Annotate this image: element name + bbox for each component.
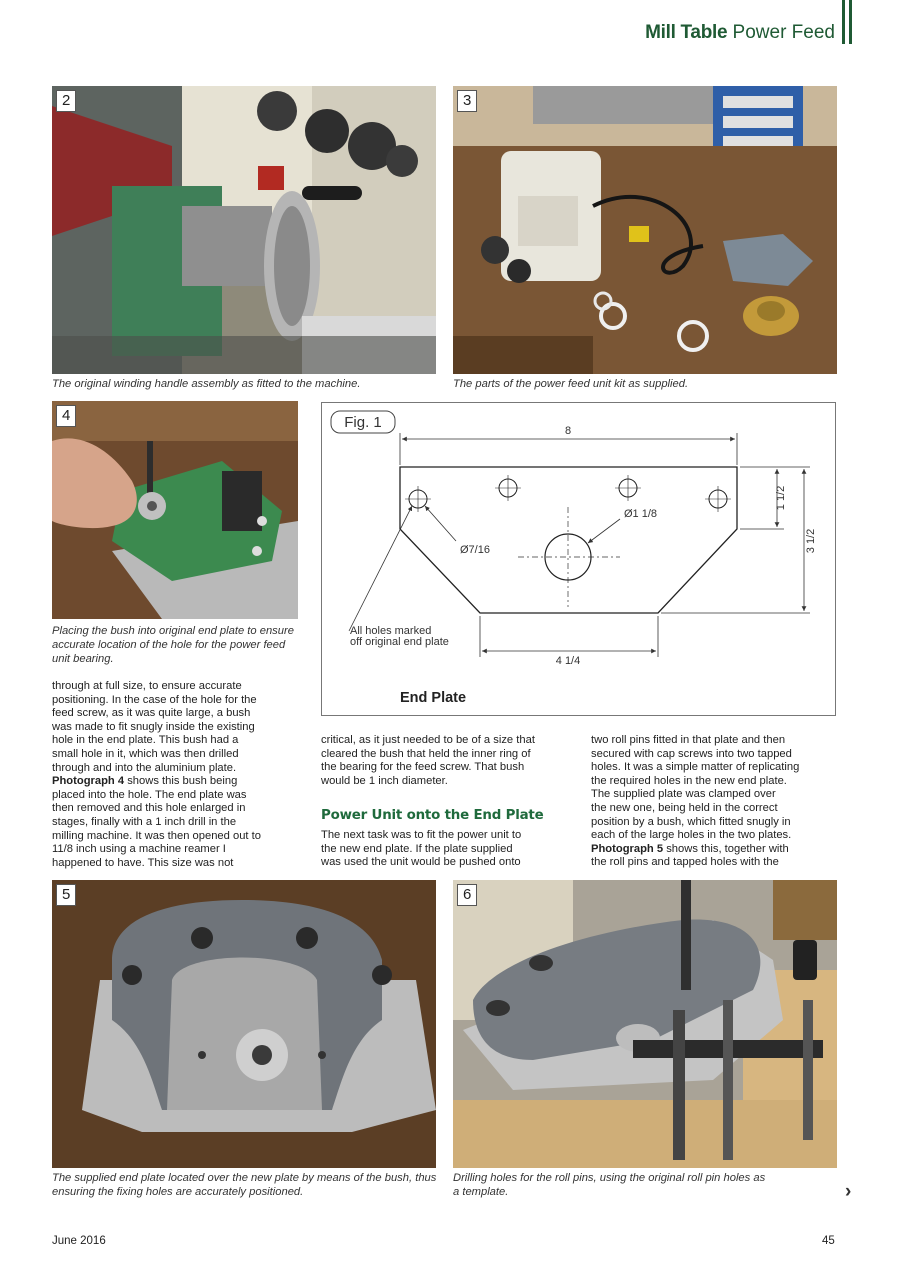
col1-ref-line — [52, 775, 304, 789]
header-bar-2 — [849, 0, 852, 44]
photo-4 — [52, 401, 298, 619]
col1-line: feed screw, as it was quite large, a bush — [52, 707, 251, 720]
figure-title: End Plate — [400, 690, 467, 706]
col3-line: the required holes in the new end plate. — [591, 774, 787, 787]
label-note-1: All holes marked — [350, 625, 432, 637]
photo-3 — [453, 86, 837, 374]
small-holes — [405, 475, 731, 512]
col3-line: secured with cap screws into two tapped — [591, 747, 792, 760]
photo-4-caption: Placing the bush into original end plate to ensure accurate location of the hole for the power feed unit bearing. — [52, 625, 294, 665]
col3-line: the roll pins and tapped holes with the — [591, 856, 779, 869]
photo-5-number: 5 — [56, 884, 76, 906]
photo-5-image — [52, 880, 436, 1168]
col1-line: positioning. In the case of the hole for the — [52, 693, 257, 706]
photo-6-image — [453, 880, 837, 1168]
photo-2-image — [52, 86, 436, 374]
fig-label: Fig. 1 — [344, 414, 382, 431]
col2-line: cleared the bush that held the inner ring of — [321, 747, 531, 760]
col3-ref-rest: shows this, together with — [663, 842, 789, 855]
col2-line: would be 1 inch diameter. — [321, 774, 448, 787]
photo-3-number: 3 — [457, 90, 477, 112]
body-column-2b — [321, 829, 576, 870]
col3-ref-line — [591, 843, 846, 857]
photo-2-number: 2 — [56, 90, 76, 112]
next-page-arrow[interactable]: › — [845, 1181, 852, 1202]
col1-line: small hole in it, which was then drilled — [52, 747, 239, 760]
page-number: 45 — [822, 1235, 835, 1247]
dim-short-height: 1 1/2 — [775, 485, 787, 511]
figure-1-drawing — [322, 403, 835, 715]
col1-line: happened to have. This size was not — [52, 856, 234, 869]
photo-2 — [52, 86, 436, 374]
header-title-bold: Mill Table — [645, 22, 728, 43]
col3-line: each of the large holes in the two plates. — [591, 829, 792, 842]
end-plate-outline — [400, 467, 737, 613]
col1-line: was made to fit snugly inside the existing — [52, 720, 255, 733]
photo-6-number: 6 — [457, 884, 477, 906]
col1-line: 11/8 inch using a machine reamer I — [52, 843, 226, 856]
col2-line: The next task was to fit the power unit to — [321, 829, 522, 841]
photo-5-reference: Photograph 5 — [591, 842, 664, 855]
col2-line: the new end plate. If the plate supplied — [321, 842, 513, 855]
photo-4-image — [52, 401, 298, 619]
body-column-3 — [591, 734, 846, 870]
header-title-light: Power Feed — [732, 22, 835, 43]
photo-2-caption: The original winding handle assembly as fitted to the machine. — [52, 378, 361, 390]
label-small-hole: Ø7/16 — [460, 544, 490, 556]
col2-line: critical, as it just needed to be of a size that — [321, 734, 535, 746]
footer-date: June 2016 — [52, 1235, 106, 1247]
running-header — [645, 22, 835, 44]
col1-line: through and into the aluminium plate. — [52, 761, 237, 774]
col1-ref-rest: shows this bush being — [124, 775, 238, 788]
col2-line: was used the unit would be pushed onto — [321, 856, 521, 869]
col1-line: then removed and this hole enlarged in — [52, 802, 246, 815]
col2-line: the bearing for the feed screw. That bush — [321, 761, 525, 774]
photo-6-caption: Drilling holes for the roll pins, using the original roll pin holes as a template. — [453, 1172, 766, 1198]
figure-1 — [321, 402, 836, 716]
label-note-2: off original end plate — [350, 636, 449, 648]
dim-height: 3 1/2 — [805, 528, 817, 554]
photo-5 — [52, 880, 436, 1168]
body-column-1 — [52, 680, 304, 870]
col3-line: the new one, being held in the correct — [591, 801, 778, 814]
col1-line: milling machine. It was then opened out to — [52, 829, 261, 842]
photo-3-caption: The parts of the power feed unit kit as supplied. — [453, 378, 689, 390]
col3-line: two roll pins fitted in that plate and then — [591, 734, 786, 746]
col1-line: hole in the end plate. This bush had a — [52, 734, 239, 747]
dim-bottom: 4 1/4 — [555, 655, 581, 667]
photo-3-image — [453, 86, 837, 374]
photo-6 — [453, 880, 837, 1168]
header-bar-1 — [842, 0, 845, 44]
dim-width: 8 — [564, 425, 572, 437]
col3-line: position by a bush, which fitted snugly in — [591, 815, 791, 828]
photo-4-reference: Photograph 4 — [52, 775, 125, 788]
col1-line: stages, finally with a 1 inch drill in the — [52, 815, 237, 828]
col3-line: The supplied plate was clamped over — [591, 788, 776, 801]
col1-line: placed into the hole. The end plate was — [52, 788, 247, 801]
col3-line: holes. It was a simple matter of replicating — [591, 761, 800, 774]
section-heading: Power Unit onto the End Plate — [321, 808, 544, 823]
photo-4-number: 4 — [56, 405, 76, 427]
photo-5-caption: The supplied end plate located over the new plate by means of the bush, thus ensuring the fixing holes are accurately positioned. — [52, 1172, 437, 1198]
col1-line: through at full size, to ensure accurate — [52, 680, 242, 692]
body-column-2 — [321, 734, 576, 788]
label-large-hole: Ø1 1/8 — [624, 508, 658, 520]
